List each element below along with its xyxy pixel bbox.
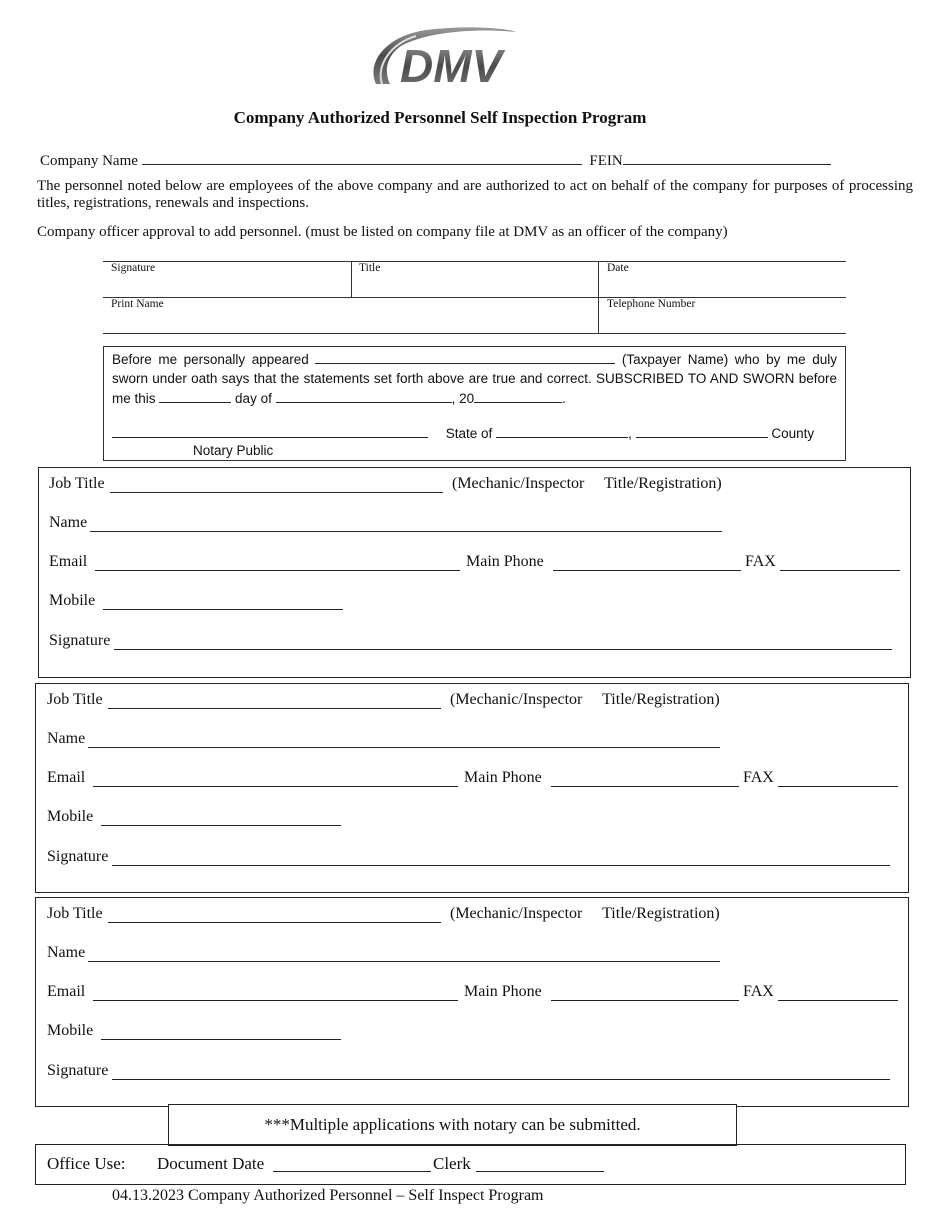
notary-month-field[interactable] (276, 388, 452, 403)
signature-label: Signature (47, 848, 109, 865)
job-title-field[interactable] (108, 922, 441, 923)
signature-label: Signature (49, 632, 111, 649)
job-title-field[interactable] (108, 708, 441, 709)
fein-field[interactable] (623, 150, 831, 165)
fax-field[interactable] (778, 1000, 898, 1001)
notary-appeared-label: Before me personally appeared (112, 352, 309, 367)
notary-county-field[interactable] (636, 423, 768, 438)
notary-comma: , (628, 426, 632, 441)
notary-day-of-label: day of (235, 391, 272, 406)
mobile-label: Mobile (47, 808, 94, 825)
mobile-label: Mobile (49, 592, 96, 609)
multiple-applications-text: ***Multiple applications with notary can be submitted. (264, 1115, 641, 1134)
officer-date-field[interactable] (599, 276, 845, 296)
notary-state-field[interactable] (496, 423, 628, 438)
officer-title-label: Title (359, 262, 381, 274)
officer-date-label: Date (607, 262, 629, 274)
mobile-field[interactable] (101, 825, 341, 826)
signature-field[interactable] (112, 865, 890, 866)
svg-text:DMV: DMV (400, 40, 503, 90)
email-field[interactable] (93, 786, 458, 787)
fax-label: FAX (743, 983, 774, 1000)
main-phone-label: Main Phone (464, 983, 542, 1000)
main-phone-label: Main Phone (466, 553, 544, 570)
mobile-label: Mobile (47, 1022, 94, 1039)
officer-print-name-label: Print Name (111, 298, 164, 310)
intro-paragraph: The personnel noted below are employees of the above company and are authorized to act on behalf of the company for purposes of processing titles, registrations, renewals and inspections. (37, 178, 913, 211)
officer-print-name-field[interactable] (104, 312, 597, 332)
email-field[interactable] (95, 570, 460, 571)
officer-signature-label: Signature (111, 262, 156, 274)
personnel-block-2 (35, 683, 909, 893)
email-label: Email (47, 983, 86, 1000)
fein-label: FEIN (589, 153, 623, 169)
mobile-field[interactable] (101, 1039, 341, 1040)
taxpayer-name-field[interactable] (315, 349, 615, 364)
fax-field[interactable] (780, 570, 900, 571)
clerk-field[interactable] (476, 1171, 604, 1172)
name-field[interactable] (88, 961, 720, 962)
officer-telephone-field[interactable] (599, 312, 845, 332)
name-field[interactable] (90, 531, 722, 532)
notary-year-field[interactable] (474, 388, 562, 403)
notary-period: . (562, 391, 566, 406)
personnel-block-1 (38, 467, 911, 678)
main-phone-field[interactable] (551, 1000, 739, 1001)
notary-public-label: Notary Public (193, 443, 274, 458)
fax-label: FAX (745, 553, 776, 570)
job-type-hint: (Mechanic/Inspector Title/Registration) (450, 905, 720, 922)
document-date-label: Document Date (157, 1154, 265, 1173)
company-name-label: Company Name (40, 153, 138, 169)
officer-signature-field[interactable] (104, 276, 350, 296)
email-label: Email (49, 553, 88, 570)
fax-field[interactable] (778, 786, 898, 787)
name-label: Name (47, 730, 86, 747)
job-type-hint: (Mechanic/Inspector Title/Registration) (452, 475, 722, 492)
signature-field[interactable] (114, 649, 892, 650)
fax-label: FAX (743, 769, 774, 786)
office-use-section (35, 1144, 906, 1185)
notary-year-prefix: , 20 (451, 391, 475, 406)
document-date-field[interactable] (273, 1171, 431, 1172)
main-phone-field[interactable] (553, 570, 741, 571)
job-title-field[interactable] (110, 492, 443, 493)
main-phone-label: Main Phone (464, 769, 542, 786)
notary-state-of-label: State of (445, 426, 493, 441)
clerk-label: Clerk (433, 1154, 471, 1173)
page-title: Company Authorized Personnel Self Inspection Program (233, 108, 647, 127)
name-label: Name (49, 514, 88, 531)
mobile-field[interactable] (103, 609, 343, 610)
notary-section (103, 346, 846, 461)
job-title-label: Job Title (47, 905, 103, 922)
office-use-label: Office Use: (47, 1154, 126, 1173)
job-title-label: Job Title (49, 475, 105, 492)
company-name-field[interactable] (142, 150, 582, 165)
dmv-logo (356, 22, 524, 90)
officer-telephone-label: Telephone Number (607, 298, 696, 310)
officer-approval-note: Company officer approval to add personnel. (must be listed on company file at DMV as an officer of the company) (37, 224, 728, 240)
multiple-applications-note (168, 1104, 737, 1146)
name-field[interactable] (88, 747, 720, 748)
signature-field[interactable] (112, 1079, 890, 1080)
footer-text: 04.13.2023 Company Authorized Personnel – Self Inspect Program (112, 1187, 544, 1204)
email-field[interactable] (93, 1000, 458, 1001)
notary-county-label: County (771, 426, 815, 441)
notary-signature-field[interactable] (112, 423, 428, 438)
email-label: Email (47, 769, 86, 786)
notary-oath-text: (Taxpayer Name) who by me duly sworn under oath says that the statements set forth above are true and correct. SUBSCRIBED TO AND SWORN before me this (112, 352, 837, 406)
name-label: Name (47, 944, 86, 961)
officer-title-field[interactable] (352, 276, 597, 296)
signature-label: Signature (47, 1062, 109, 1079)
job-type-hint: (Mechanic/Inspector Title/Registration) (450, 691, 720, 708)
main-phone-field[interactable] (551, 786, 739, 787)
job-title-label: Job Title (47, 691, 103, 708)
notary-day-field[interactable] (159, 388, 231, 403)
personnel-block-3 (35, 897, 909, 1107)
